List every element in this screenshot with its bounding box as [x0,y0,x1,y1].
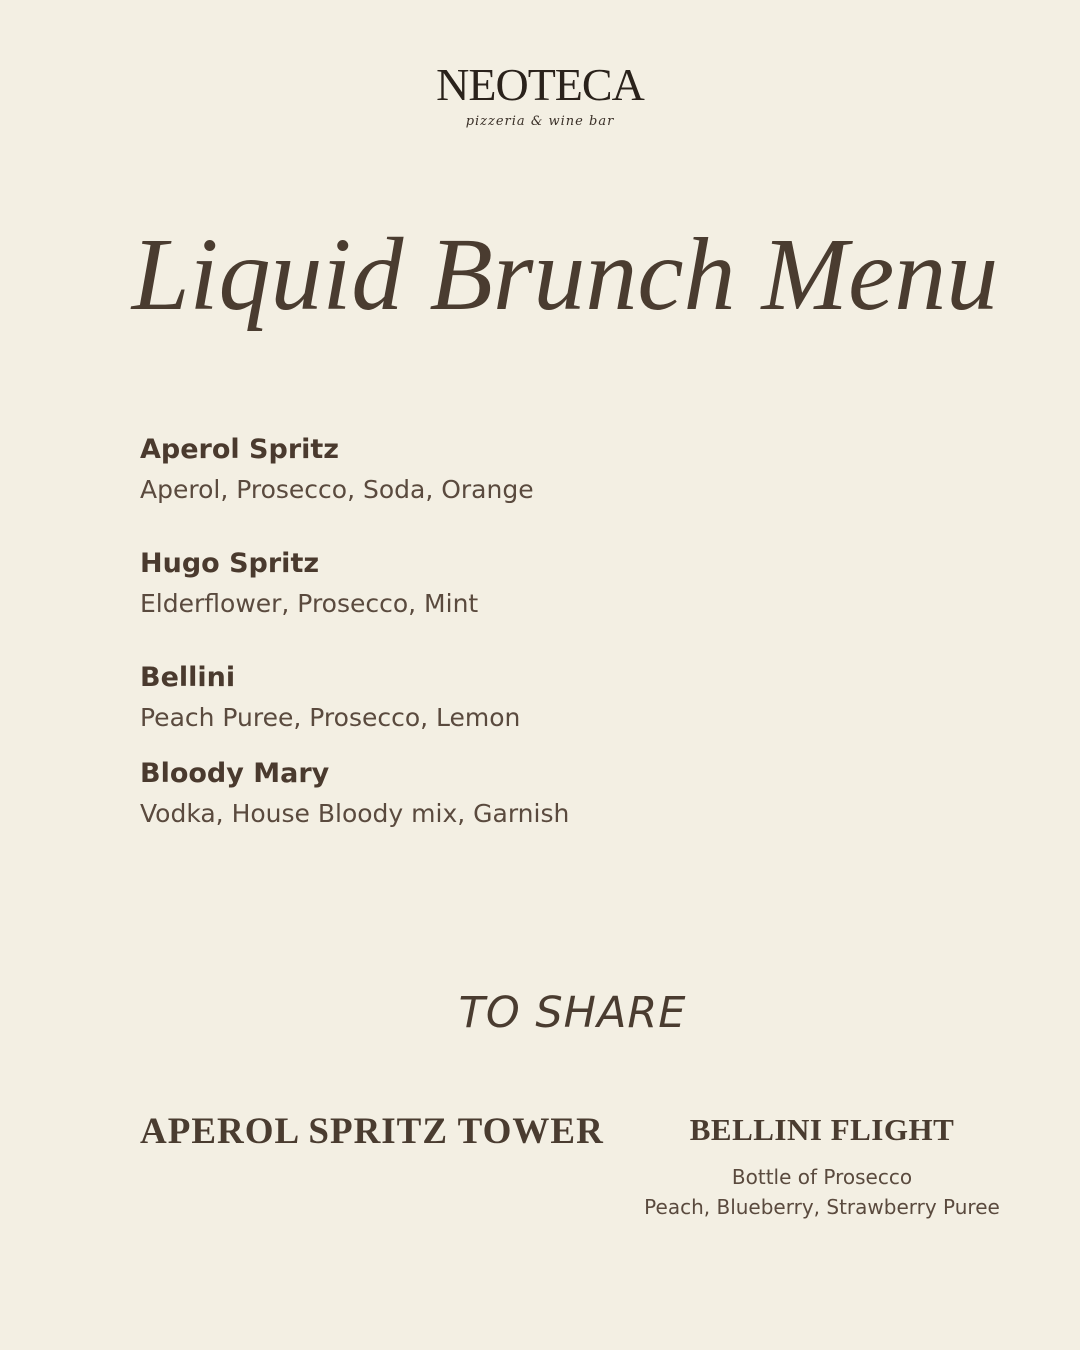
menu-item-name: Hugo Spritz [140,548,320,579]
menu-item [140,760,569,826]
share-item-flight [614,1112,1030,1222]
menu-item-description: Vodka, House Bloody mix, Garnish [140,799,570,828]
menu-item-description: Peach Puree, Prosecco, Lemon [140,703,521,732]
share-item-flight-name: BELLINI FLIGHT [689,1112,955,1147]
menu-item-name: Aperol Spritz [140,434,340,465]
share-item-tower-name: APEROL SPRITZ TOWER [140,1111,604,1152]
share-heading: TO SHARE [458,988,687,1038]
brand-name: NEOTECA [436,59,644,110]
menu-item [140,436,534,502]
menu-item-name: Bloody Mary [140,758,330,789]
menu-item [140,664,520,730]
menu-item [140,550,478,616]
menu-item-description: Aperol, Prosecco, Soda, Orange [140,475,534,504]
menu-item-name: Bellini [140,662,236,693]
page-title: Liquid Brunch Menu [131,217,999,332]
brand-tagline: pizzeria & wine bar [465,114,615,129]
share-item-flight-description [614,1162,1030,1222]
flight-description-line: Peach, Blueberry, Strawberry Puree [644,1195,1000,1219]
flight-description-line: Bottle of Prosecco [731,1165,913,1189]
brand-logo [0,59,1080,129]
menu-item-description: Elderflower, Prosecco, Mint [140,589,479,618]
